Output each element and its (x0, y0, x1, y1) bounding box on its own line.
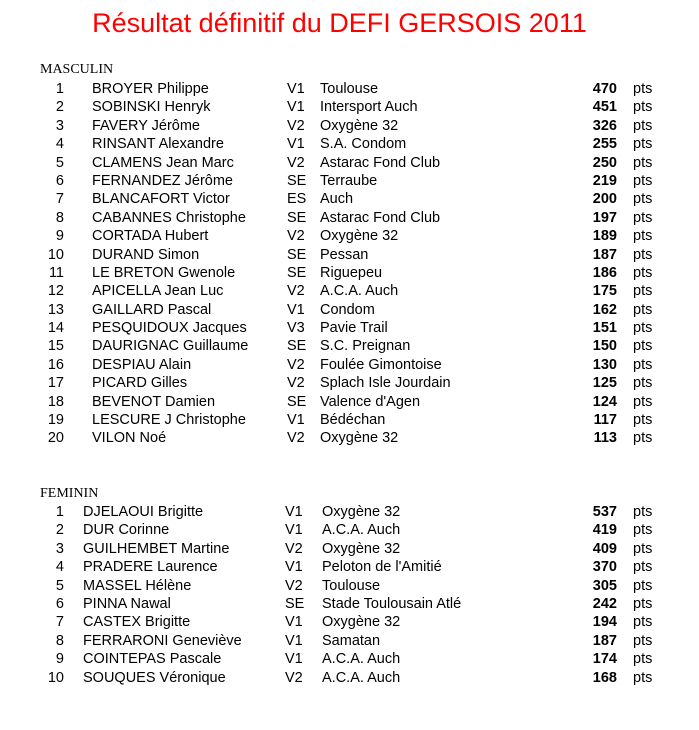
points-cell: 370 (592, 559, 617, 576)
rank-cell: 1 (55, 504, 64, 520)
club-cell: Splach Isle Jourdain (320, 375, 451, 392)
rank-cell: 12 (47, 283, 64, 300)
points-cell: 470 (592, 81, 617, 97)
points-cell: 124 (592, 393, 617, 410)
rank-cell: 18 (47, 393, 64, 410)
rank-cell: 7 (55, 191, 64, 208)
club-cell: Stade Toulousain Atlé (322, 595, 462, 612)
points-unit-cell: pts (633, 172, 653, 189)
points-cell: 326 (592, 117, 617, 134)
name-cell: DUR Corinne (83, 522, 170, 539)
rank-cell: 3 (55, 117, 64, 134)
rank-cell: 3 (55, 540, 64, 557)
section-label-feminin: FEMININ (40, 486, 99, 501)
club-cell: Oxygène 32 (320, 117, 399, 134)
rank-cell: 2 (55, 99, 64, 116)
club-cell: Oxygène 32 (320, 228, 399, 245)
club-cell: Foulée Gimontoise (320, 356, 442, 373)
club-cell: Samatan (322, 632, 381, 649)
category-cell: V2 (287, 430, 305, 447)
club-cell: Astarac Fond Club (320, 154, 441, 171)
points-cell: 174 (592, 651, 617, 668)
result-row (0, 337, 699, 355)
result-row (0, 521, 699, 539)
club-cell: A.C.A. Auch (320, 283, 399, 300)
points-unit-cell: pts (633, 559, 653, 576)
result-row (0, 117, 699, 135)
rank-cell: 6 (55, 172, 64, 189)
points-unit-cell: pts (633, 430, 653, 447)
result-row (0, 558, 699, 576)
points-unit-cell: pts (633, 283, 653, 300)
points-cell: 150 (592, 338, 617, 355)
category-cell: V1 (285, 522, 303, 539)
points-cell: 219 (592, 172, 617, 189)
category-cell: V2 (285, 669, 303, 686)
points-unit-cell: pts (633, 504, 653, 520)
result-row (0, 632, 699, 650)
result-row (0, 540, 699, 558)
points-cell: 130 (592, 356, 617, 373)
club-cell: Oxygène 32 (322, 504, 401, 520)
points-cell: 194 (592, 614, 617, 631)
name-cell: MASSEL Hélène (83, 577, 192, 594)
name-cell: BEVENOT Damien (92, 393, 216, 410)
category-cell: SE (287, 338, 307, 355)
category-cell: V1 (285, 651, 303, 668)
name-cell: RINSANT Alexandre (92, 136, 224, 153)
club-cell: S.A. Condom (320, 136, 407, 153)
category-cell: V1 (285, 614, 303, 631)
result-row (0, 282, 699, 300)
result-row (0, 172, 699, 190)
result-row (0, 246, 699, 264)
points-unit-cell: pts (633, 320, 653, 337)
result-row (0, 374, 699, 392)
rank-cell: 2 (55, 522, 64, 539)
club-cell: Intersport Auch (320, 99, 418, 116)
points-unit-cell: pts (633, 540, 653, 557)
points-unit-cell: pts (633, 577, 653, 594)
points-cell: 255 (592, 136, 617, 153)
rank-cell: 4 (55, 136, 64, 153)
results-list-masculin (0, 80, 699, 448)
category-cell: V2 (285, 540, 303, 557)
rank-cell: 1 (55, 81, 64, 97)
club-cell: Condom (320, 301, 375, 318)
category-cell: ES (287, 191, 307, 208)
points-unit-cell: pts (633, 632, 653, 649)
points-unit-cell: pts (633, 154, 653, 171)
club-cell: Valence d'Agen (320, 393, 421, 410)
category-cell: V2 (287, 154, 305, 171)
result-row (0, 595, 699, 613)
name-cell: PICARD Gilles (92, 375, 188, 392)
points-unit-cell: pts (633, 246, 653, 263)
club-cell: A.C.A. Auch (322, 651, 401, 668)
category-cell: V1 (287, 136, 305, 153)
club-cell: S.C. Preignan (320, 338, 411, 355)
result-row (0, 301, 699, 319)
category-cell: V1 (287, 301, 305, 318)
category-cell: V1 (287, 81, 305, 97)
points-unit-cell: pts (633, 393, 653, 410)
points-unit-cell: pts (633, 228, 653, 245)
club-cell: Oxygène 32 (322, 614, 401, 631)
name-cell: VILON Noé (92, 430, 167, 447)
result-row (0, 190, 699, 208)
name-cell: DURAND Simon (92, 246, 200, 263)
name-cell: CORTADA Hubert (92, 228, 209, 245)
points-cell: 451 (592, 99, 617, 116)
points-cell: 162 (592, 301, 617, 318)
name-cell: FERRARONI Geneviève (83, 632, 242, 649)
rank-cell: 15 (47, 338, 64, 355)
name-cell: PRADERE Laurence (83, 559, 218, 576)
points-unit-cell: pts (633, 301, 653, 318)
category-cell: SE (287, 172, 307, 189)
points-cell: 197 (592, 209, 617, 226)
name-cell: DESPIAU Alain (92, 356, 192, 373)
rank-cell: 6 (55, 595, 64, 612)
name-cell: BROYER Philippe (92, 81, 209, 97)
club-cell: Peloton de l'Amitié (322, 559, 442, 576)
rank-cell: 16 (47, 356, 64, 373)
name-cell: CLAMENS Jean Marc (92, 154, 234, 171)
category-cell: V1 (287, 99, 305, 116)
points-unit-cell: pts (633, 117, 653, 134)
points-unit-cell: pts (633, 99, 653, 116)
points-unit-cell: pts (633, 669, 653, 686)
rank-cell: 13 (47, 301, 64, 318)
club-cell: A.C.A. Auch (322, 522, 401, 539)
points-cell: 125 (592, 375, 617, 392)
name-cell: PINNA Nawal (83, 595, 171, 612)
category-cell: V1 (285, 559, 303, 576)
points-cell: 189 (592, 228, 617, 245)
result-row (0, 613, 699, 631)
club-cell: Oxygène 32 (322, 540, 401, 557)
name-cell: LESCURE J Christophe (92, 412, 246, 429)
name-cell: APICELLA Jean Luc (92, 283, 224, 300)
points-unit-cell: pts (633, 264, 653, 281)
name-cell: GUILHEMBET Martine (83, 540, 230, 557)
points-unit-cell: pts (633, 522, 653, 539)
category-cell: V2 (287, 283, 305, 300)
points-unit-cell: pts (633, 209, 653, 226)
points-unit-cell: pts (633, 651, 653, 668)
rank-cell: 14 (47, 320, 64, 337)
category-cell: SE (287, 246, 307, 263)
club-cell: Toulouse (320, 81, 379, 97)
name-cell: CASTEX Brigitte (83, 614, 191, 631)
points-cell: 175 (592, 283, 617, 300)
name-cell: FERNANDEZ Jérôme (92, 172, 233, 189)
rank-cell: 8 (55, 209, 64, 226)
rank-cell: 20 (47, 430, 64, 447)
points-unit-cell: pts (633, 356, 653, 373)
name-cell: SOBINSKI Henryk (92, 99, 211, 116)
points-cell: 186 (592, 264, 617, 281)
rank-cell: 17 (47, 375, 64, 392)
category-cell: V1 (285, 504, 303, 520)
club-cell: Bédéchan (320, 412, 386, 429)
club-cell: Pavie Trail (320, 320, 388, 337)
club-cell: Toulouse (322, 577, 381, 594)
points-unit-cell: pts (633, 595, 653, 612)
rank-cell: 11 (48, 264, 64, 281)
rank-cell: 8 (55, 632, 64, 649)
points-cell: 419 (592, 522, 617, 539)
rank-cell: 9 (55, 228, 64, 245)
club-cell: Riguepeu (320, 264, 383, 281)
name-cell: LE BRETON Gwenole (92, 264, 236, 281)
points-cell: 200 (592, 191, 617, 208)
club-cell: Auch (320, 191, 354, 208)
category-cell: V2 (287, 117, 305, 134)
result-row (0, 154, 699, 172)
name-cell: DAURIGNAC Guillaume (92, 338, 249, 355)
result-row (0, 356, 699, 374)
points-unit-cell: pts (633, 338, 653, 355)
result-row (0, 577, 699, 595)
points-cell: 250 (592, 154, 617, 171)
category-cell: V2 (287, 375, 305, 392)
category-cell: V1 (287, 412, 305, 429)
name-cell: DJELAOUI Brigitte (83, 504, 204, 520)
category-cell: SE (287, 209, 307, 226)
points-cell: 537 (592, 504, 617, 520)
results-list-feminin (0, 503, 699, 687)
rank-cell: 10 (47, 246, 64, 263)
points-unit-cell: pts (633, 614, 653, 631)
category-cell: SE (287, 264, 307, 281)
club-cell: Pessan (320, 246, 369, 263)
category-cell: V2 (287, 228, 305, 245)
points-cell: 187 (592, 246, 617, 263)
points-cell: 168 (592, 669, 617, 686)
points-cell: 151 (592, 320, 617, 337)
points-unit-cell: pts (633, 375, 653, 392)
points-cell: 187 (592, 632, 617, 649)
category-cell: V3 (287, 320, 305, 337)
club-cell: A.C.A. Auch (322, 669, 401, 686)
points-cell: 117 (593, 412, 617, 429)
page-title: Résultat définitif du DEFI GERSOIS 2011 (92, 8, 587, 38)
name-cell: CABANNES Christophe (92, 209, 246, 226)
name-cell: COINTEPAS Pascale (83, 651, 222, 668)
points-unit-cell: pts (633, 136, 653, 153)
category-cell: V2 (287, 356, 305, 373)
points-unit-cell: pts (633, 191, 653, 208)
category-cell: SE (287, 393, 307, 410)
result-row (0, 209, 699, 227)
result-row (0, 98, 699, 116)
category-cell: V1 (285, 632, 303, 649)
club-cell: Astarac Fond Club (320, 209, 441, 226)
club-cell: Oxygène 32 (320, 430, 399, 447)
points-cell: 305 (592, 577, 617, 594)
result-row (0, 135, 699, 153)
rank-cell: 7 (55, 614, 64, 631)
points-unit-cell: pts (633, 81, 653, 97)
points-cell: 242 (592, 595, 617, 612)
rank-cell: 5 (55, 577, 64, 594)
rank-cell: 4 (55, 559, 64, 576)
result-row (0, 650, 699, 668)
points-unit-cell: pts (633, 412, 653, 429)
name-cell: FAVERY Jérôme (92, 117, 200, 134)
result-row (0, 669, 699, 687)
result-row (0, 503, 699, 521)
result-row (0, 411, 699, 429)
points-cell: 113 (593, 430, 617, 447)
name-cell: BLANCAFORT Victor (92, 191, 230, 208)
name-cell: GAILLARD Pascal (92, 301, 212, 318)
name-cell: PESQUIDOUX Jacques (92, 320, 247, 337)
result-row (0, 80, 699, 98)
rank-cell: 5 (55, 154, 64, 171)
category-cell: V2 (285, 577, 303, 594)
result-row (0, 227, 699, 245)
category-cell: SE (285, 595, 305, 612)
result-row (0, 429, 699, 447)
result-row (0, 319, 699, 337)
points-cell: 409 (592, 540, 617, 557)
rank-cell: 10 (47, 669, 64, 686)
rank-cell: 9 (55, 651, 64, 668)
club-cell: Terraube (320, 172, 378, 189)
rank-cell: 19 (47, 412, 64, 429)
result-row (0, 264, 699, 282)
section-label-masculin: MASCULIN (40, 62, 114, 77)
name-cell: SOUQUES Véronique (83, 669, 226, 686)
result-row (0, 393, 699, 411)
